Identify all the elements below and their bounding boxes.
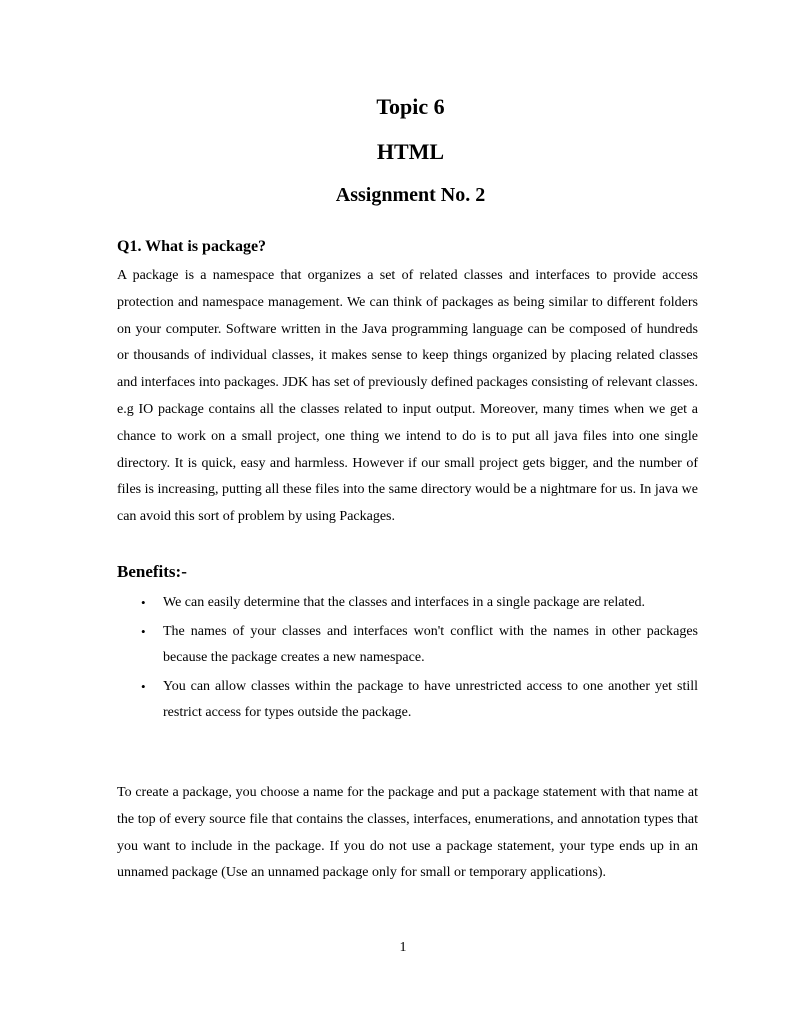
benefit-text: You can allow classes within the package to have unrestricted access to one another yet still restrict access for types outside the package. bbox=[163, 678, 698, 720]
benefit-text: The names of your classes and interfaces won't conflict with the names in other packages because the package creates a new namespace. bbox=[163, 623, 698, 665]
bullet-icon: • bbox=[141, 595, 146, 610]
benefit-text: We can easily determine that the classes and interfaces in a single package are related. bbox=[163, 595, 646, 610]
question-heading: Q1. What is package? bbox=[117, 238, 267, 255]
benefits-heading: Benefits:- bbox=[117, 562, 187, 581]
page-number: 1 bbox=[399, 940, 407, 955]
list-item bbox=[117, 590, 698, 617]
list-item bbox=[117, 619, 698, 672]
bullet-icon: • bbox=[141, 678, 146, 694]
subject-title: HTML bbox=[376, 139, 445, 164]
topic-title: Topic 6 bbox=[376, 94, 445, 119]
assignment-title: Assignment No. 2 bbox=[335, 184, 486, 206]
list-item bbox=[117, 674, 698, 727]
benefits-list bbox=[117, 590, 698, 729]
package-definition-paragraph: A package is a namespace that organizes a set of related classes and interfaces to provide access protection and namespace management. We can think of packages as being similar to different folders on your computer. Software written in the Java programming language can be composed of hundreds or thousands of individual classes, it makes sense to keep things organized by placing related classes and interfaces into packages. JDK has set of previously defined packages consisting of relevant classes. e.g IO package contains all the classes related to input output. Moreover, many times when we get a chance to work on a small project, one thing we intend to do is to put all java files into one single directory. It is quick, easy and harmless. However if our small project gets bigger, and the number of files is increasing, putting all these files into the same directory would be a nightmare for us. In java we can avoid this sort of problem by using Packages. bbox=[117, 268, 698, 525]
bullet-icon: • bbox=[141, 623, 146, 639]
create-package-paragraph: To create a package, you choose a name for the package and put a package statement with that name at the top of every source file that contains the classes, interfaces, enumerations, and annotation types that you want to include in the package. If you do not use a package statement, your type ends up in an unnamed package (Use an unnamed package only for small or temporary applications). bbox=[117, 785, 698, 881]
